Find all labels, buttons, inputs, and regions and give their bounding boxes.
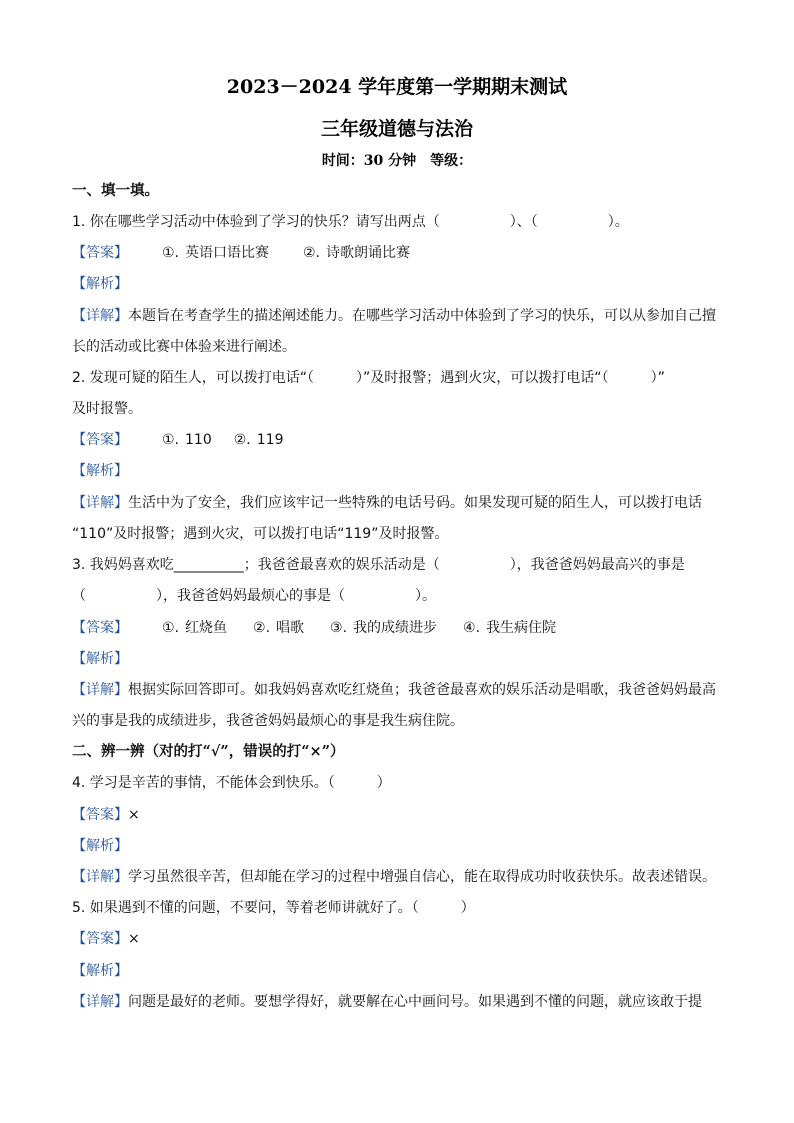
analysis-5: 【解析】 [72,963,128,979]
page-subtitle: 三年级道德与法治 [320,118,473,140]
question-2-cont: 及时报警。 [72,401,142,417]
answer-2: 【答案】 ①. 110 ②. 119 [72,432,284,448]
answer-5: 【答案】× [72,931,140,947]
answer-3: 【答案】 ①. 红烧鱼 ②. 唱歌 ③. 我的成绩进步 ④. 我生病住院 [72,620,557,636]
question-3-cont: （ ），我爸爸妈妈最烦心的事是（ ）。 [72,588,436,604]
section-heading-1: 一、填一填。 [72,182,159,199]
section-heading-2: 二、辨一辨（对的打“√”，错误的打“×”） [72,743,345,760]
detail-1-cont: 长的活动或比赛中体验来进行阐述。 [72,339,296,355]
detail-3-cont: 兴的事是我的成绩进步，我爸爸妈妈最烦心的事是我生病住院。 [72,713,464,729]
question-5: 5. 如果遇到不懂的问题，不要问，等着老师讲就好了。（ ） [72,900,475,916]
detail-4: 【详解】学习虽然很辛苦，但却能在学习的过程中增强自信心，能在取得成功时收获快乐。故表述错误。 [72,869,716,885]
analysis-1: 【解析】 [72,276,128,292]
question-3: 3. 我妈妈喜欢吃__________；我爸爸最喜欢的娱乐活动是（ ），我爸爸妈妈最高兴的事是 [72,557,685,573]
page-title: 2023－2024 学年度第一学期期末测试 [226,76,568,98]
detail-3: 【详解】根据实际回答即可。如我妈妈喜欢吃红烧鱼；我爸爸最喜欢的娱乐活动是唱歌，我爸爸妈妈最高 [72,682,716,698]
question-2: 2. 发现可疑的陌生人，可以拨打电话“（ ）”及时报警；遇到火灾，可以拨打电话“（ ）” [72,370,665,386]
analysis-4: 【解析】 [72,838,128,854]
answer-label: 【答案】 [72,245,128,261]
detail-1: 【详解】本题旨在考查学生的描述阐述能力。在哪些学习活动中体验到了学习的快乐，可以从参加自己擅 [72,308,716,324]
analysis-2: 【解析】 [72,463,128,479]
detail-2-cont: “110”及时报警；遇到火灾，可以拨打电话“119”及时报警。 [72,526,449,542]
exam-meta: 时间：30 分钟 等级： [321,153,473,169]
detail-2: 【详解】生活中为了安全，我们应该牢记一些特殊的电话号码。如果发现可疑的陌生人，可以拨打电话 [72,495,702,511]
answer-1: 【答案】 ①. 英语口语比赛 ②. 诗歌朗诵比赛 [72,245,411,261]
answer-4: 【答案】× [72,807,140,823]
detail-5: 【详解】问题是最好的老师。要想学得好，就要解在心中画问号。如果遇到不懂的问题，就应该敢于提 [72,994,702,1010]
analysis-3: 【解析】 [72,651,128,667]
question-1: 1. 你在哪些学习活动中体验到了学习的快乐？请写出两点（ ）、（ ）。 [72,214,629,230]
question-4: 4. 学习是辛苦的事情，不能体会到快乐。（ ） [72,775,391,791]
